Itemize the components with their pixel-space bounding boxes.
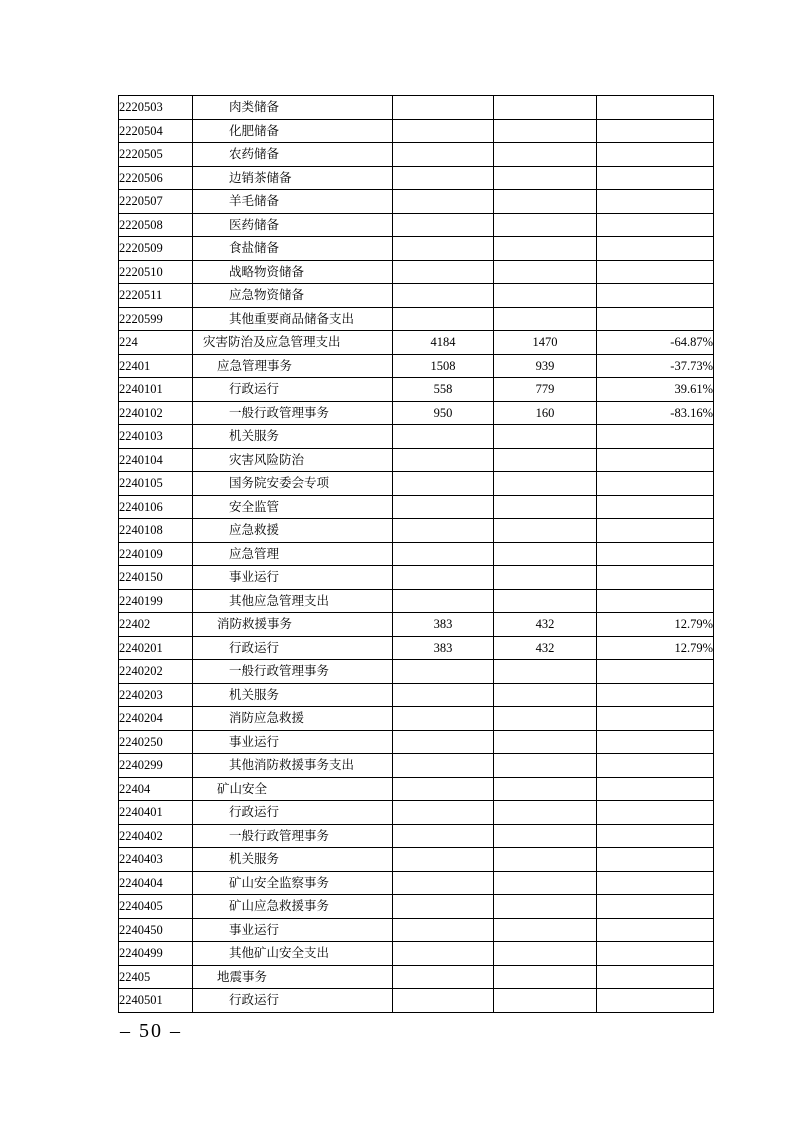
row-name: 事业运行 <box>193 730 393 754</box>
table-row <box>119 237 714 261</box>
row-change-rate <box>597 848 714 872</box>
row-value-prior: 1508 <box>393 354 494 378</box>
row-code: 2220503 <box>119 96 193 120</box>
row-value-current <box>494 824 597 848</box>
row-name: 事业运行 <box>193 918 393 942</box>
table-row <box>119 284 714 308</box>
table-row <box>119 989 714 1013</box>
row-code: 2240102 <box>119 401 193 425</box>
row-code: 2240402 <box>119 824 193 848</box>
table-row <box>119 542 714 566</box>
row-name: 行政运行 <box>193 989 393 1013</box>
row-code: 2240101 <box>119 378 193 402</box>
row-name: 机关服务 <box>193 683 393 707</box>
table-row <box>119 119 714 143</box>
row-value-prior <box>393 730 494 754</box>
row-value-current <box>494 448 597 472</box>
row-value-current <box>494 942 597 966</box>
row-value-current: 779 <box>494 378 597 402</box>
budget-table <box>118 95 714 1013</box>
table-row <box>119 190 714 214</box>
row-value-prior <box>393 566 494 590</box>
row-change-rate <box>597 307 714 331</box>
row-code: 2240103 <box>119 425 193 449</box>
table-row <box>119 589 714 613</box>
table-row <box>119 942 714 966</box>
row-name: 其他消防救援事务支出 <box>193 754 393 778</box>
row-code: 224 <box>119 331 193 355</box>
row-value-current <box>494 542 597 566</box>
row-change-rate <box>597 965 714 989</box>
table-row <box>119 848 714 872</box>
row-code: 2240150 <box>119 566 193 590</box>
row-name: 矿山安全 <box>193 777 393 801</box>
row-change-rate <box>597 730 714 754</box>
row-code: 2240199 <box>119 589 193 613</box>
row-code: 2240403 <box>119 848 193 872</box>
row-value-prior: 383 <box>393 613 494 637</box>
row-name: 地震事务 <box>193 965 393 989</box>
table-row <box>119 730 714 754</box>
row-value-current <box>494 707 597 731</box>
row-change-rate <box>597 801 714 825</box>
row-value-prior <box>393 660 494 684</box>
row-name: 灾害防治及应急管理支出 <box>193 331 393 355</box>
row-name: 食盐储备 <box>193 237 393 261</box>
row-change-rate <box>597 660 714 684</box>
row-code: 22402 <box>119 613 193 637</box>
row-value-current <box>494 190 597 214</box>
row-change-rate <box>597 824 714 848</box>
row-value-prior <box>393 260 494 284</box>
row-code: 2240203 <box>119 683 193 707</box>
table-row <box>119 754 714 778</box>
row-value-current <box>494 284 597 308</box>
page-number: – 50 – <box>120 1020 182 1042</box>
row-change-rate <box>597 989 714 1013</box>
row-value-prior <box>393 166 494 190</box>
row-value-current <box>494 918 597 942</box>
row-name: 其他矿山安全支出 <box>193 942 393 966</box>
row-value-prior <box>393 307 494 331</box>
row-change-rate <box>597 472 714 496</box>
row-value-current <box>494 660 597 684</box>
row-change-rate <box>597 871 714 895</box>
row-change-rate <box>597 213 714 237</box>
row-code: 22401 <box>119 354 193 378</box>
table-row <box>119 895 714 919</box>
row-code: 2240405 <box>119 895 193 919</box>
row-change-rate <box>597 707 714 731</box>
row-change-rate <box>597 942 714 966</box>
row-code: 2240404 <box>119 871 193 895</box>
row-change-rate <box>597 260 714 284</box>
row-change-rate: -83.16% <box>597 401 714 425</box>
table-row <box>119 166 714 190</box>
row-change-rate: -37.73% <box>597 354 714 378</box>
row-name: 应急管理事务 <box>193 354 393 378</box>
row-name: 战略物资储备 <box>193 260 393 284</box>
table-row <box>119 824 714 848</box>
row-value-current: 432 <box>494 636 597 660</box>
table-row <box>119 448 714 472</box>
row-name: 边销茶储备 <box>193 166 393 190</box>
row-name: 消防应急救援 <box>193 707 393 731</box>
row-value-current <box>494 143 597 167</box>
table-row <box>119 495 714 519</box>
budget-table-body <box>119 96 714 1013</box>
row-value-prior <box>393 871 494 895</box>
row-name: 一般行政管理事务 <box>193 660 393 684</box>
row-value-prior <box>393 989 494 1013</box>
table-row <box>119 613 714 637</box>
row-change-rate: -64.87% <box>597 331 714 355</box>
row-code: 2240450 <box>119 918 193 942</box>
row-value-prior <box>393 707 494 731</box>
row-value-prior <box>393 119 494 143</box>
row-name: 肉类储备 <box>193 96 393 120</box>
row-change-rate: 12.79% <box>597 636 714 660</box>
row-name: 化肥储备 <box>193 119 393 143</box>
row-value-current: 1470 <box>494 331 597 355</box>
row-name: 矿山安全监察事务 <box>193 871 393 895</box>
row-code: 2220508 <box>119 213 193 237</box>
row-change-rate <box>597 895 714 919</box>
row-name: 行政运行 <box>193 636 393 660</box>
row-name: 行政运行 <box>193 801 393 825</box>
row-value-current <box>494 754 597 778</box>
row-value-current <box>494 895 597 919</box>
table-row <box>119 260 714 284</box>
row-value-current <box>494 730 597 754</box>
row-name: 应急管理 <box>193 542 393 566</box>
row-name: 羊毛储备 <box>193 190 393 214</box>
row-name: 农药储备 <box>193 143 393 167</box>
row-value-prior: 950 <box>393 401 494 425</box>
table-row <box>119 660 714 684</box>
row-value-prior <box>393 143 494 167</box>
table-row <box>119 354 714 378</box>
table-row <box>119 566 714 590</box>
row-change-rate <box>597 589 714 613</box>
row-code: 22404 <box>119 777 193 801</box>
row-value-current <box>494 683 597 707</box>
table-row <box>119 425 714 449</box>
table-row <box>119 707 714 731</box>
row-value-prior <box>393 965 494 989</box>
row-name: 事业运行 <box>193 566 393 590</box>
row-name: 行政运行 <box>193 378 393 402</box>
row-code: 2240501 <box>119 989 193 1013</box>
row-code: 2220507 <box>119 190 193 214</box>
table-row <box>119 683 714 707</box>
row-value-prior <box>393 848 494 872</box>
row-value-current: 160 <box>494 401 597 425</box>
row-value-prior <box>393 213 494 237</box>
row-value-prior: 4184 <box>393 331 494 355</box>
row-value-prior <box>393 237 494 261</box>
row-value-prior <box>393 96 494 120</box>
row-name: 一般行政管理事务 <box>193 401 393 425</box>
row-value-prior <box>393 472 494 496</box>
row-code: 2220510 <box>119 260 193 284</box>
row-name: 矿山应急救援事务 <box>193 895 393 919</box>
table-row <box>119 213 714 237</box>
row-name: 消防救援事务 <box>193 613 393 637</box>
row-code: 2240201 <box>119 636 193 660</box>
row-change-rate <box>597 190 714 214</box>
row-value-current <box>494 495 597 519</box>
row-value-current <box>494 589 597 613</box>
row-value-prior <box>393 942 494 966</box>
row-value-prior <box>393 519 494 543</box>
row-change-rate <box>597 166 714 190</box>
row-code: 2240401 <box>119 801 193 825</box>
row-value-prior <box>393 190 494 214</box>
row-value-prior <box>393 754 494 778</box>
row-value-prior <box>393 448 494 472</box>
row-name: 一般行政管理事务 <box>193 824 393 848</box>
table-row <box>119 472 714 496</box>
table-row <box>119 401 714 425</box>
row-name: 应急救援 <box>193 519 393 543</box>
row-code: 2240104 <box>119 448 193 472</box>
row-code: 2240108 <box>119 519 193 543</box>
row-code: 2240202 <box>119 660 193 684</box>
row-change-rate <box>597 519 714 543</box>
row-code: 2240105 <box>119 472 193 496</box>
row-name: 机关服务 <box>193 425 393 449</box>
row-value-prior <box>393 683 494 707</box>
row-value-prior <box>393 425 494 449</box>
row-code: 2220506 <box>119 166 193 190</box>
row-value-prior <box>393 918 494 942</box>
row-value-current: 432 <box>494 613 597 637</box>
row-value-current <box>494 472 597 496</box>
row-name: 医药储备 <box>193 213 393 237</box>
row-change-rate <box>597 143 714 167</box>
row-change-rate <box>597 754 714 778</box>
row-code: 2240299 <box>119 754 193 778</box>
row-value-current <box>494 260 597 284</box>
row-change-rate <box>597 119 714 143</box>
row-change-rate <box>597 237 714 261</box>
row-value-prior <box>393 589 494 613</box>
row-code: 2220599 <box>119 307 193 331</box>
table-row <box>119 331 714 355</box>
table-row <box>119 96 714 120</box>
row-code: 2240109 <box>119 542 193 566</box>
table-row <box>119 636 714 660</box>
row-value-current <box>494 237 597 261</box>
table-row <box>119 965 714 989</box>
row-change-rate <box>597 683 714 707</box>
row-code: 2240106 <box>119 495 193 519</box>
row-code: 2240250 <box>119 730 193 754</box>
row-name: 灾害风险防治 <box>193 448 393 472</box>
row-value-current <box>494 519 597 543</box>
row-value-prior <box>393 495 494 519</box>
row-value-prior <box>393 777 494 801</box>
row-change-rate <box>597 542 714 566</box>
row-name: 应急物资储备 <box>193 284 393 308</box>
row-value-prior <box>393 895 494 919</box>
row-change-rate <box>597 425 714 449</box>
row-value-prior: 558 <box>393 378 494 402</box>
row-value-current <box>494 425 597 449</box>
table-row <box>119 918 714 942</box>
row-change-rate <box>597 777 714 801</box>
row-value-current <box>494 801 597 825</box>
row-value-current: 939 <box>494 354 597 378</box>
row-change-rate <box>597 448 714 472</box>
row-name: 安全监管 <box>193 495 393 519</box>
row-change-rate <box>597 566 714 590</box>
table-row <box>119 801 714 825</box>
row-name: 机关服务 <box>193 848 393 872</box>
row-change-rate <box>597 96 714 120</box>
row-value-current <box>494 965 597 989</box>
table-row <box>119 307 714 331</box>
row-change-rate <box>597 918 714 942</box>
row-value-current <box>494 119 597 143</box>
table-row <box>119 378 714 402</box>
row-name: 其他重要商品储备支出 <box>193 307 393 331</box>
row-value-prior: 383 <box>393 636 494 660</box>
row-code: 2220509 <box>119 237 193 261</box>
row-value-current <box>494 307 597 331</box>
table-row <box>119 519 714 543</box>
table-row <box>119 871 714 895</box>
row-code: 2220511 <box>119 284 193 308</box>
row-name: 国务院安委会专项 <box>193 472 393 496</box>
row-value-current <box>494 213 597 237</box>
row-code: 2220504 <box>119 119 193 143</box>
row-value-current <box>494 989 597 1013</box>
row-code: 2240499 <box>119 942 193 966</box>
row-value-current <box>494 848 597 872</box>
row-code: 2240204 <box>119 707 193 731</box>
row-value-current <box>494 777 597 801</box>
row-change-rate: 39.61% <box>597 378 714 402</box>
row-name: 其他应急管理支出 <box>193 589 393 613</box>
row-code: 2220505 <box>119 143 193 167</box>
row-change-rate: 12.79% <box>597 613 714 637</box>
row-change-rate <box>597 284 714 308</box>
row-value-current <box>494 96 597 120</box>
table-row <box>119 143 714 167</box>
table-row <box>119 777 714 801</box>
row-value-current <box>494 566 597 590</box>
row-value-current <box>494 871 597 895</box>
row-value-prior <box>393 284 494 308</box>
row-value-prior <box>393 801 494 825</box>
row-value-prior <box>393 824 494 848</box>
row-value-prior <box>393 542 494 566</box>
row-code: 22405 <box>119 965 193 989</box>
row-change-rate <box>597 495 714 519</box>
row-value-current <box>494 166 597 190</box>
